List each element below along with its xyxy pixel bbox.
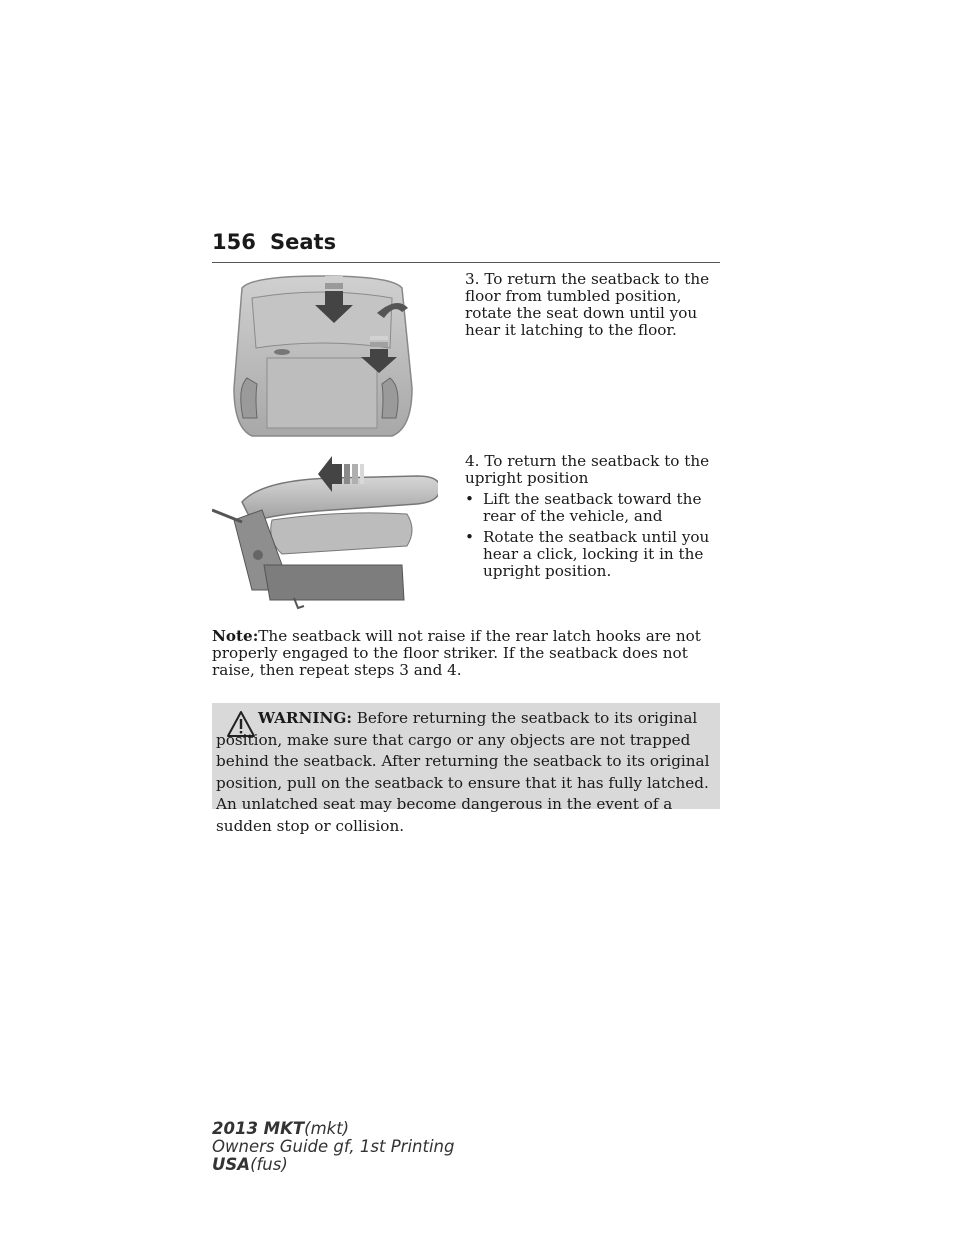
section-title: Seats xyxy=(270,230,337,254)
footer-market: USA xyxy=(212,1155,251,1174)
step-4-block xyxy=(465,453,725,584)
step-3-text: 3. To return the seatback to the floor from tumbled position, rotate the seat down until you hear it latching to the floor. xyxy=(465,270,710,339)
seat-upright-illustration xyxy=(212,450,438,612)
bullet-icon: • xyxy=(465,528,474,546)
note-label: Note: xyxy=(212,627,259,645)
footer-model: 2013 MKT xyxy=(212,1119,305,1138)
list-item: • Lift the seatback toward the rear of the vehicle, and xyxy=(465,490,702,525)
page-number: 156 xyxy=(212,230,256,254)
warning-body: Before returning the seatback to its original position, make sure that cargo or any objects are not trapped behind the seatback. After returning the seatback to its original position, pull on the seatback to ensure that it has fully latched. An unlatched seat may become dangerous in the event of a sudden stop or collision. xyxy=(216,709,710,835)
warning-box xyxy=(212,703,720,835)
page-footer xyxy=(212,1120,454,1174)
footer-guide: Owners Guide gf, 1st Printing xyxy=(212,1137,455,1156)
step-4-intro: 4. To return the seatback to the upright position xyxy=(465,452,710,487)
step-4-bullets xyxy=(465,491,725,580)
note-text: The seatback will not raise if the rear latch hooks are not properly engaged to the floor striker. If the seatback does not raise, then repeat steps 3 and 4. xyxy=(212,627,701,679)
page-header xyxy=(212,230,720,263)
seat-tumble-down-illustration xyxy=(212,268,438,440)
warning-label: WARNING: xyxy=(258,709,352,727)
warning-text xyxy=(216,708,716,837)
list-item: • Rotate the seatback until you hear a click, locking it in the upright position. xyxy=(465,528,710,580)
bullet-icon: • xyxy=(465,490,474,508)
note-paragraph xyxy=(212,628,724,679)
footer-market-code: (fus) xyxy=(250,1155,288,1174)
footer-model-code: (mkt) xyxy=(304,1119,350,1138)
